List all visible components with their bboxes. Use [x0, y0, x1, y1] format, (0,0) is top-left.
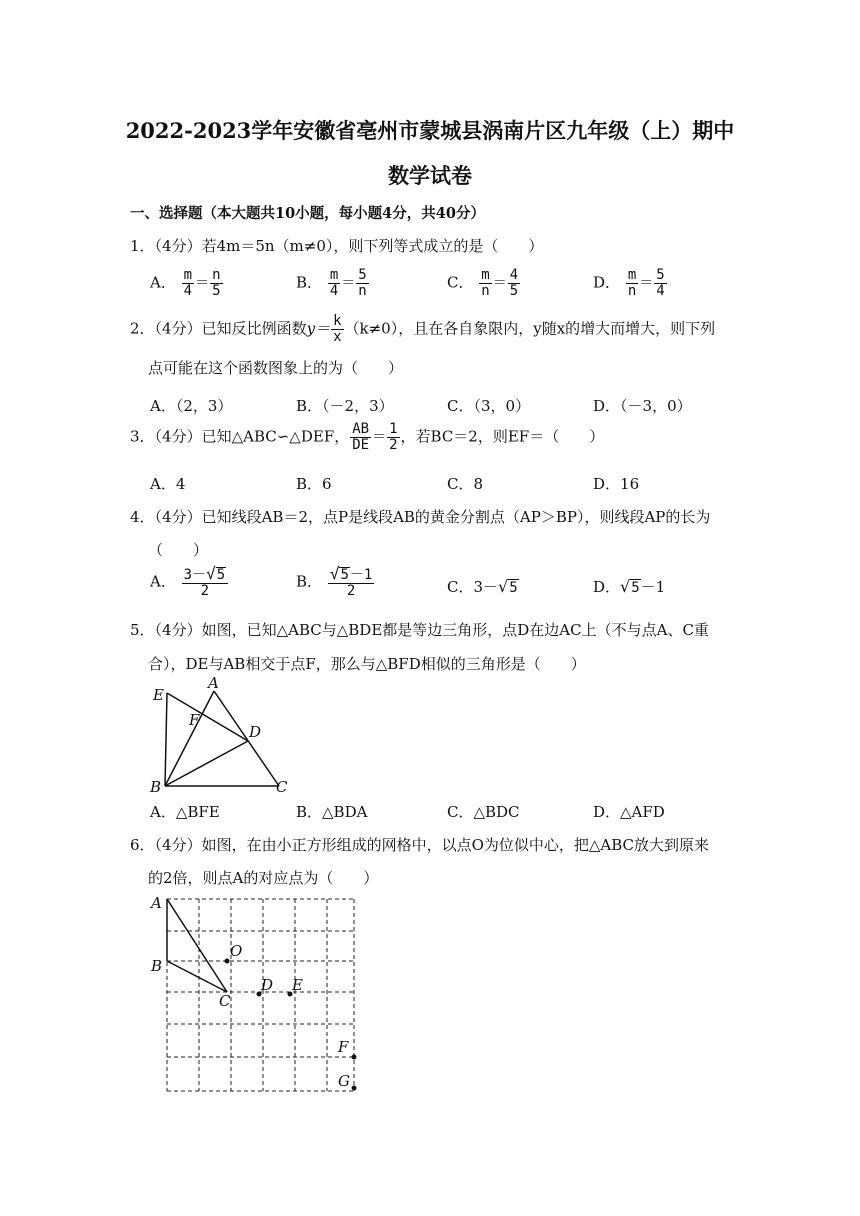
q5-option-a[interactable]: A．△BFE: [150, 803, 220, 821]
label-c: C: [276, 778, 288, 795]
fraction: $\frac{m}{n}$: [627, 267, 637, 299]
fraction: $\frac{m}{n}$: [481, 267, 490, 299]
label-a: A: [208, 675, 219, 692]
q3-option-d[interactable]: D．16: [593, 475, 640, 493]
point-o: [225, 959, 230, 964]
label-f: F: [338, 1038, 349, 1056]
q4-option-a[interactable]: A． $\frac{3-√5}{2}$: [150, 566, 229, 599]
q5-stem-line1: 5．（4分）如图，已知△ABC与△BDE都是等边三角形，点D在边AC上（不与点A、C重: [130, 621, 709, 639]
q2-option-b[interactable]: B．（－2，3）: [296, 397, 394, 415]
triangle-abc: [167, 899, 227, 992]
fraction: $\frac{m}{4}$: [183, 267, 193, 299]
fraction: $\frac{m}{4}$: [329, 267, 339, 299]
fraction: $\frac{3-√5}{2}$: [182, 566, 229, 599]
q5-triangle-figure: [145, 675, 295, 795]
q3-option-c[interactable]: C．8: [447, 475, 484, 493]
q1-option-a[interactable]: A． $\frac{m}{4}$ ＝ $\frac{n}{5}$: [150, 267, 221, 299]
section-heading: 一、选择题（本大题共10小题，每小题4分，共40分）: [130, 205, 485, 222]
label-e: E: [153, 686, 164, 704]
q1-option-b[interactable]: B． $\frac{m}{4}$ ＝ $\frac{5}{n}$: [296, 267, 367, 299]
doc-title-line1: 2022-2023学年安徽省亳州市蒙城县涡南片区九年级（上）期中: [125, 118, 735, 143]
fraction: $\frac{k}{x}$: [333, 313, 342, 345]
q2-stem-line1: 2．（4分）已知反比例函数y＝ $\frac{k}{x}$ （k≠0），且在各自象限内，y随x的增大而增大，则下列: [130, 313, 716, 345]
q1-option-d[interactable]: D． $\frac{m}{n}$ ＝ $\frac{5}{4}$: [593, 267, 665, 299]
segment-bd: [165, 741, 248, 786]
q1-stem: 1．（4分）若4m＝5n（m≠0），则下列等式成立的是（ ）: [130, 237, 544, 255]
q2-stem-line2: 点可能在这个函数图象上的为（ ）: [148, 359, 404, 377]
q6-stem-line2: 的2倍，则点A的对应点为（ ）: [148, 869, 379, 887]
q3-option-a[interactable]: A．4: [150, 475, 186, 493]
segment-ac: [214, 691, 279, 786]
q3-stem: 3．（4分）已知△ABC∽△DEF， $\frac{AB}{DE}$ ＝ $\frac{1}{2}$ ，若BC＝2，则EF＝（ ）: [130, 421, 605, 453]
option-key: D．: [593, 273, 621, 292]
q5-option-c[interactable]: C．△BDC: [447, 803, 520, 821]
label-c: C: [219, 992, 231, 1010]
segment-ba: [165, 691, 214, 786]
fraction: $\frac{AB}{DE}$: [352, 421, 370, 453]
q6-grid-figure: [145, 892, 370, 1102]
q5-option-d[interactable]: D．△AFD: [593, 803, 665, 821]
fraction: $\frac{5}{4}$: [656, 267, 665, 299]
fraction: $\frac{n}{5}$: [212, 267, 221, 299]
fraction: $\frac{1}{2}$: [389, 421, 398, 453]
label-f: F: [189, 711, 200, 729]
q3-option-b[interactable]: B．6: [296, 475, 332, 493]
fraction: $\frac{4}{5}$: [509, 267, 519, 299]
q4-stem-line2: （ ）: [148, 541, 209, 559]
q4-option-d[interactable]: D．√5－1: [593, 577, 666, 596]
q5-stem-line2: 合），DE与AB相交于点F，那么与△BFD相似的三角形是（ ）: [148, 655, 586, 673]
option-key: C．: [447, 273, 474, 292]
label-b: B: [150, 778, 162, 795]
q6-stem-line1: 6．（4分）如图，在由小正方形组成的网格中，以点O为位似中心，把△ABC放大到原来: [130, 836, 710, 854]
label-d: D: [249, 723, 262, 741]
label-d: D: [261, 976, 274, 994]
label-b: B: [151, 957, 163, 975]
q4-option-b[interactable]: B． $\frac{√5-1}{2}$: [296, 564, 373, 599]
label-g: G: [338, 1072, 350, 1090]
q2-option-a[interactable]: A．（2，3）: [150, 397, 233, 415]
point-g: [352, 1086, 357, 1091]
segment-ed: [167, 693, 248, 741]
q2-option-c[interactable]: C．（3，0）: [447, 397, 531, 415]
fraction: $\frac{5}{n}$: [358, 267, 367, 299]
q4-option-c[interactable]: C．3－√5: [447, 577, 518, 596]
q1-option-c[interactable]: C． $\frac{m}{n}$ ＝ $\frac{4}{5}$: [447, 267, 519, 299]
point-f: [352, 1055, 357, 1060]
fraction: $\frac{√5-1}{2}$: [329, 564, 373, 599]
option-key: B．: [296, 273, 323, 292]
label-a: A: [151, 894, 162, 912]
doc-title-line2: 数学试卷: [388, 163, 472, 188]
label-e: E: [292, 976, 303, 994]
q2-option-d[interactable]: D．（－3，0）: [593, 397, 692, 415]
label-o: O: [230, 942, 243, 960]
q5-option-b[interactable]: B．△BDA: [296, 803, 368, 821]
q4-stem-line1: 4．（4分）已知线段AB＝2，点P是线段AB的黄金分割点（AP＞BP），则线段AP的长为: [130, 508, 711, 526]
segment-eb: [165, 693, 167, 786]
option-key: A．: [150, 273, 176, 292]
